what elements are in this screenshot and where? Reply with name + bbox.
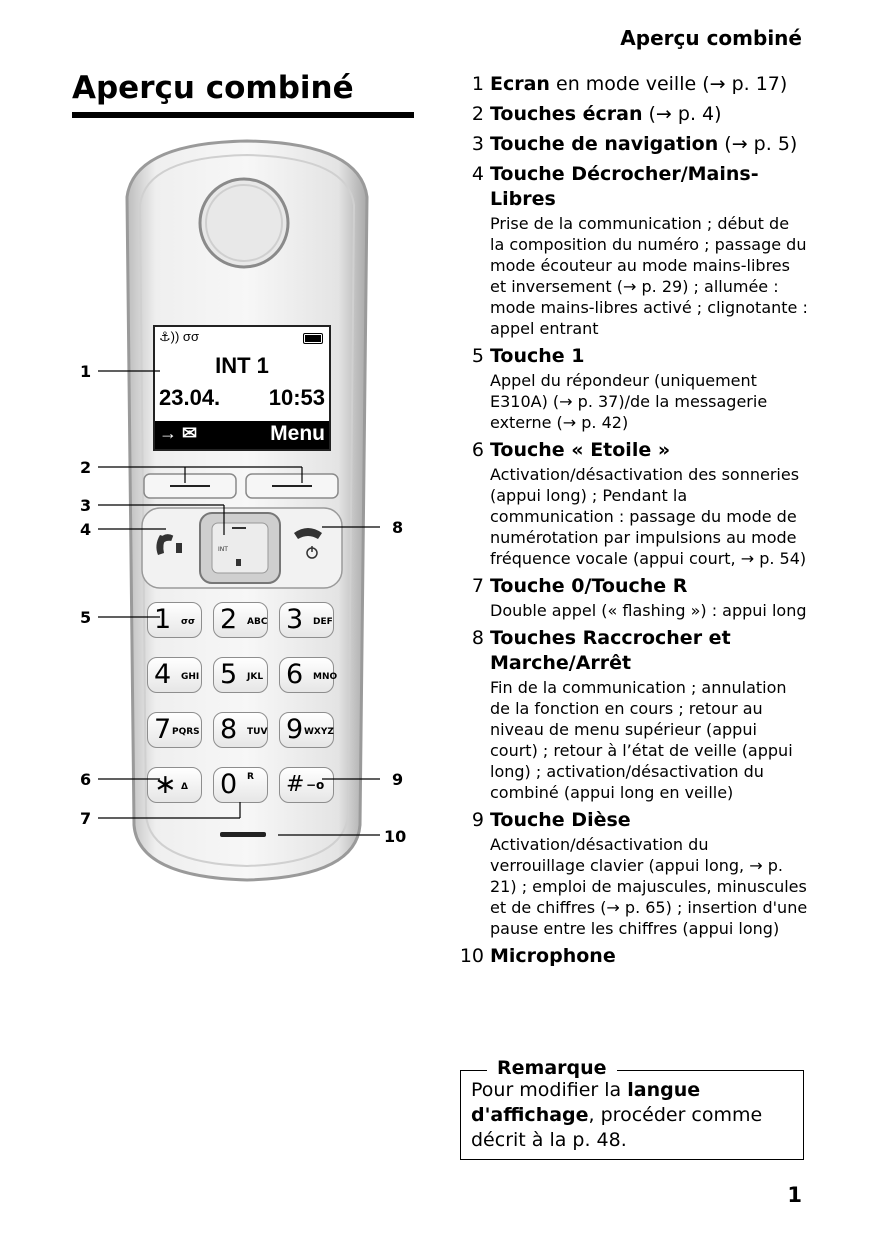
key-8: 8 TUV (213, 712, 268, 748)
display-left-softkey: → ✉ (159, 423, 198, 443)
page-number: 1 (787, 1183, 802, 1207)
legend-item (458, 102, 808, 127)
legend-description: Fin de la communication ; annulation de la fonction en cours ; retour au niveau de menu supérieur (appui court) ; retour à l’état de veille (appui long) ; activation/désactivation du combiné (appui long en veille) (490, 678, 793, 802)
display-handset-name: INT 1 (215, 353, 269, 378)
display-status-icons: ⚓︎)) σσ (159, 329, 199, 344)
display-time: 10:53 (268, 385, 325, 410)
legend-description: Double appel (« flashing ») : appui long (490, 601, 807, 620)
legend-heading: Touche « Etoile » (490, 439, 671, 461)
legend-number: 7 (471, 575, 484, 597)
legend-item (458, 944, 808, 969)
legend-item (458, 438, 808, 569)
legend-number: 5 (471, 345, 484, 367)
callout-7: 7 (80, 809, 92, 828)
legend-heading: Ecran en mode veille (→ p. 17) (490, 73, 788, 95)
legend-number: 6 (471, 439, 484, 461)
callout-9: 9 (392, 770, 404, 789)
note-text: Pour modifier la langue d'affichage, procéder comme décrit à la p. 48. (471, 1079, 763, 1151)
legend-item (458, 808, 808, 939)
key-5: 5 JKL (213, 657, 268, 693)
legend-item (458, 574, 808, 621)
legend-description: Prise de la communication ; début de la composition du numéro ; passage du mode écouteur au mode mains-libres et inversement (→ p. 29) ; allumée : mode mains-libres activé ; clignotante : appel entrant (490, 214, 808, 338)
callout-2: 2 (80, 458, 92, 477)
legend-heading: Touche Décrocher/Mains-Libres (490, 163, 759, 210)
callout-5: 5 (80, 608, 92, 627)
legend-heading: Touches Raccrocher et Marche/Arrêt (490, 627, 731, 674)
display-right-softkey: Menu (270, 422, 325, 445)
key-1: 1 σσ (147, 602, 202, 638)
legend-number: 10 (459, 945, 484, 967)
legend-heading: Touche de navigation (→ p. 5) (490, 133, 798, 155)
legend-heading: Touche 0/Touche R (490, 575, 688, 597)
legend-number: 4 (471, 163, 484, 185)
key-6: 6 MNO (279, 657, 334, 693)
callout-6: 6 (80, 770, 92, 789)
note-box (460, 1057, 804, 1160)
legend-item (458, 626, 808, 803)
legend-item (458, 132, 808, 157)
key-star: ∗ Δ (147, 767, 202, 803)
key-9: 9 WXYZ (279, 712, 334, 748)
legend-number: 3 (471, 133, 484, 155)
legend-number: 1 (471, 73, 484, 95)
key-0: 0 R (213, 767, 268, 803)
note-label: Remarque (487, 1057, 617, 1079)
legend-item (458, 72, 808, 97)
legend-number: 2 (471, 103, 484, 125)
legend-heading: Touches écran (→ p. 4) (490, 103, 722, 125)
legend-number: 8 (471, 627, 484, 649)
legend-item (458, 344, 808, 433)
legend-item (458, 162, 808, 339)
page-title: Aperçu combiné (72, 70, 354, 106)
component-legend (458, 72, 808, 974)
legend-heading: Touche Dièse (490, 809, 631, 831)
callout-4: 4 (80, 520, 92, 539)
running-head: Aperçu combiné (620, 26, 802, 50)
key-2: 2 ABC (213, 602, 268, 638)
display-date: 23.04. (159, 385, 221, 410)
nav-label: INT (218, 546, 228, 553)
key-3: 3 DEF (279, 602, 334, 638)
callout-8: 8 (392, 518, 404, 537)
legend-heading: Microphone (490, 945, 616, 967)
key-4: 4 GHI (147, 657, 202, 693)
callout-3: 3 (80, 496, 92, 515)
legend-number: 9 (471, 809, 484, 831)
legend-description: Appel du répondeur (uniquement E310A) (→ p. 37)/de la messagerie externe (→ p. 42) (490, 371, 768, 432)
callout-10: 10 (384, 827, 407, 846)
legend-heading: Touche 1 (490, 345, 585, 367)
key-7: 7 PQRS (147, 712, 202, 748)
legend-description: Activation/désactivation du verrouillage clavier (appui long, → p. 21) ; emploi de majuscules, minuscules et de chiffres (→ p. 65) ; insertion d'une pause entre les chiffres (appui long) (490, 835, 808, 938)
key-hash: # −o (279, 767, 334, 803)
legend-description: Activation/désactivation des sonneries (appui long) ; Pendant la communication : passage du mode de numérotation par impulsions au mode fréquence vocale (appui court, → p. 54) (490, 465, 807, 568)
callout-1: 1 (80, 362, 92, 381)
